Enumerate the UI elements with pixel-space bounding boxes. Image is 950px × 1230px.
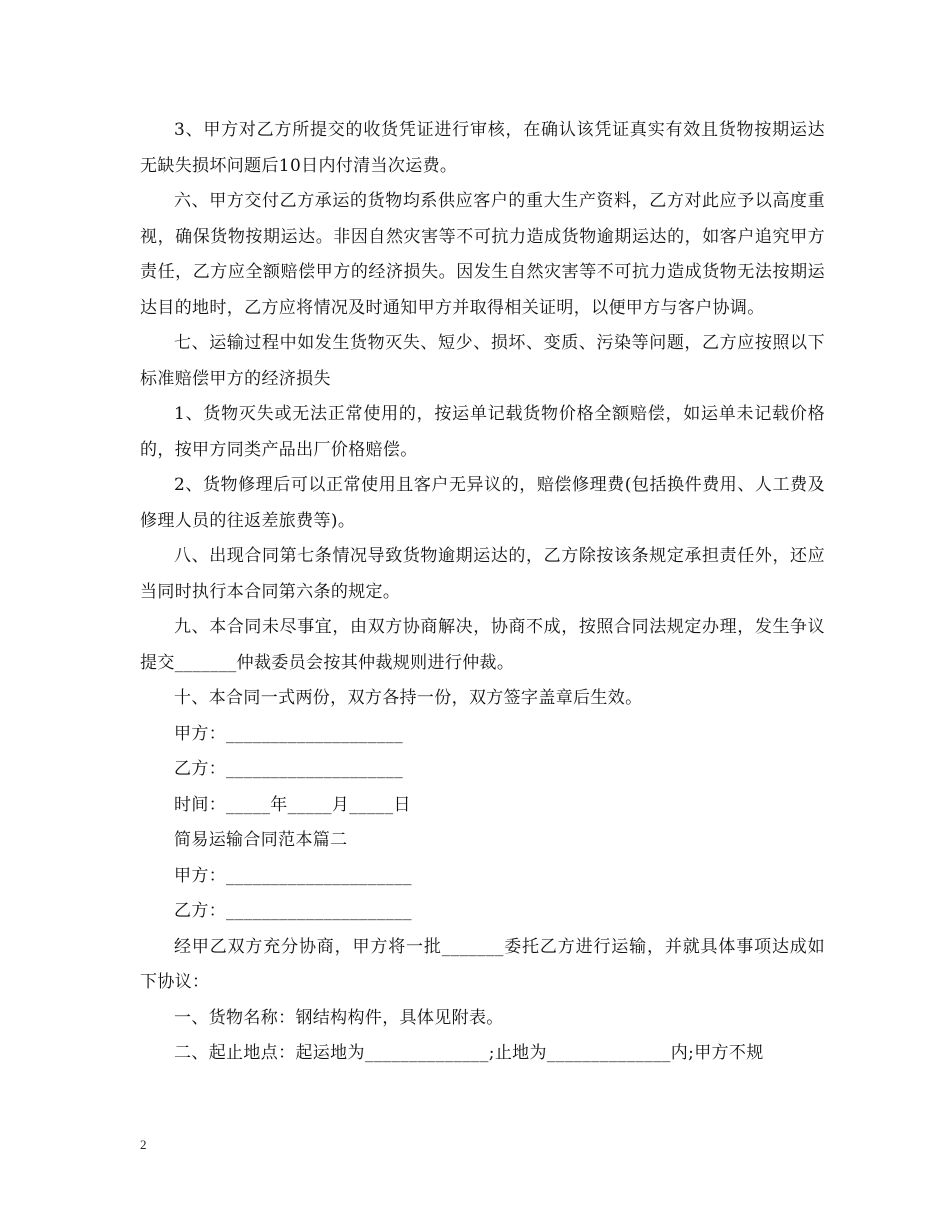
paragraph-article-9: 九、本合同未尽事宜，由双方协商解决，协商不成，按照合同法规定办理，发生争议提交_______仲裁委员会按其仲裁规则进行仲裁。 — [140, 617, 825, 673]
paragraph-article-7: 七、运输过程中如发生货物灭失、短少、损坏、变质、污染等问题，乙方应按照以下标准赔偿甲方的经济损失 — [140, 333, 825, 389]
page-number: 2 — [140, 1137, 147, 1152]
paragraph-agreement-intro: 经甲乙双方充分协商，甲方将一批_______委托乙方进行运输，并就具体事项达成如下协议： — [140, 936, 825, 992]
signature-party-b: 乙方：____________________ — [174, 759, 404, 779]
party-a-line: 甲方：_____________________ — [174, 865, 412, 886]
section-title-part-2: 简易运输合同范本篇二 — [174, 830, 348, 850]
paragraph-goods-name: 一、货物名称：钢结构构件，具体见附表。 — [174, 1007, 504, 1028]
paragraph-article-10: 十、本合同一式两份，双方各持一份，双方签字盖章后生效。 — [174, 688, 643, 708]
signature-party-a: 甲方：____________________ — [174, 723, 404, 744]
paragraph-article-7-item-1: 1、货物灭失或无法正常使用的，按运单记载货物价格全额赔偿，如运单未记载价格的，按甲方同类产品出厂价格赔偿。 — [140, 404, 825, 460]
paragraph-payment-review: 3、甲方对乙方所提交的收货凭证进行审核，在确认该凭证真实有效且货物按期运达无缺失损坏问题后10日内付清当次运费。 — [140, 120, 825, 176]
paragraph-article-8: 八、出现合同第七条情况导致货物逾期运达的，乙方除按该条规定承担责任外，还应当同时执行本合同第六条的规定。 — [140, 546, 825, 602]
signature-date: 时间：_____年_____月_____日 — [174, 794, 411, 815]
paragraph-article-6: 六、甲方交付乙方承运的货物均系供应客户的重大生产资料，乙方对此应予以高度重视，确保货物按期运达。非因自然灾害等不可抗力造成货物逾期运达的，如客户追究甲方责任，乙方应全额赔偿甲方的经济损失。因发生自然灾害等不可抗力造成货物无法按期运达目的地时，乙方应将情况及时通知甲方并取得相关证明，以便甲方与客户协调。 — [140, 191, 825, 318]
paragraph-article-7-item-2: 2、货物修理后可以正常使用且客户无异议的，赔偿修理费(包括换件费用、人工费及修理人员的往返差旅费等)。 — [140, 475, 825, 531]
paragraph-locations: 二、起止地点：起运地为______________;止地为______________内;甲方不规 — [174, 1043, 764, 1063]
document-body — [140, 113, 825, 1072]
party-b-line: 乙方：_____________________ — [174, 901, 412, 921]
